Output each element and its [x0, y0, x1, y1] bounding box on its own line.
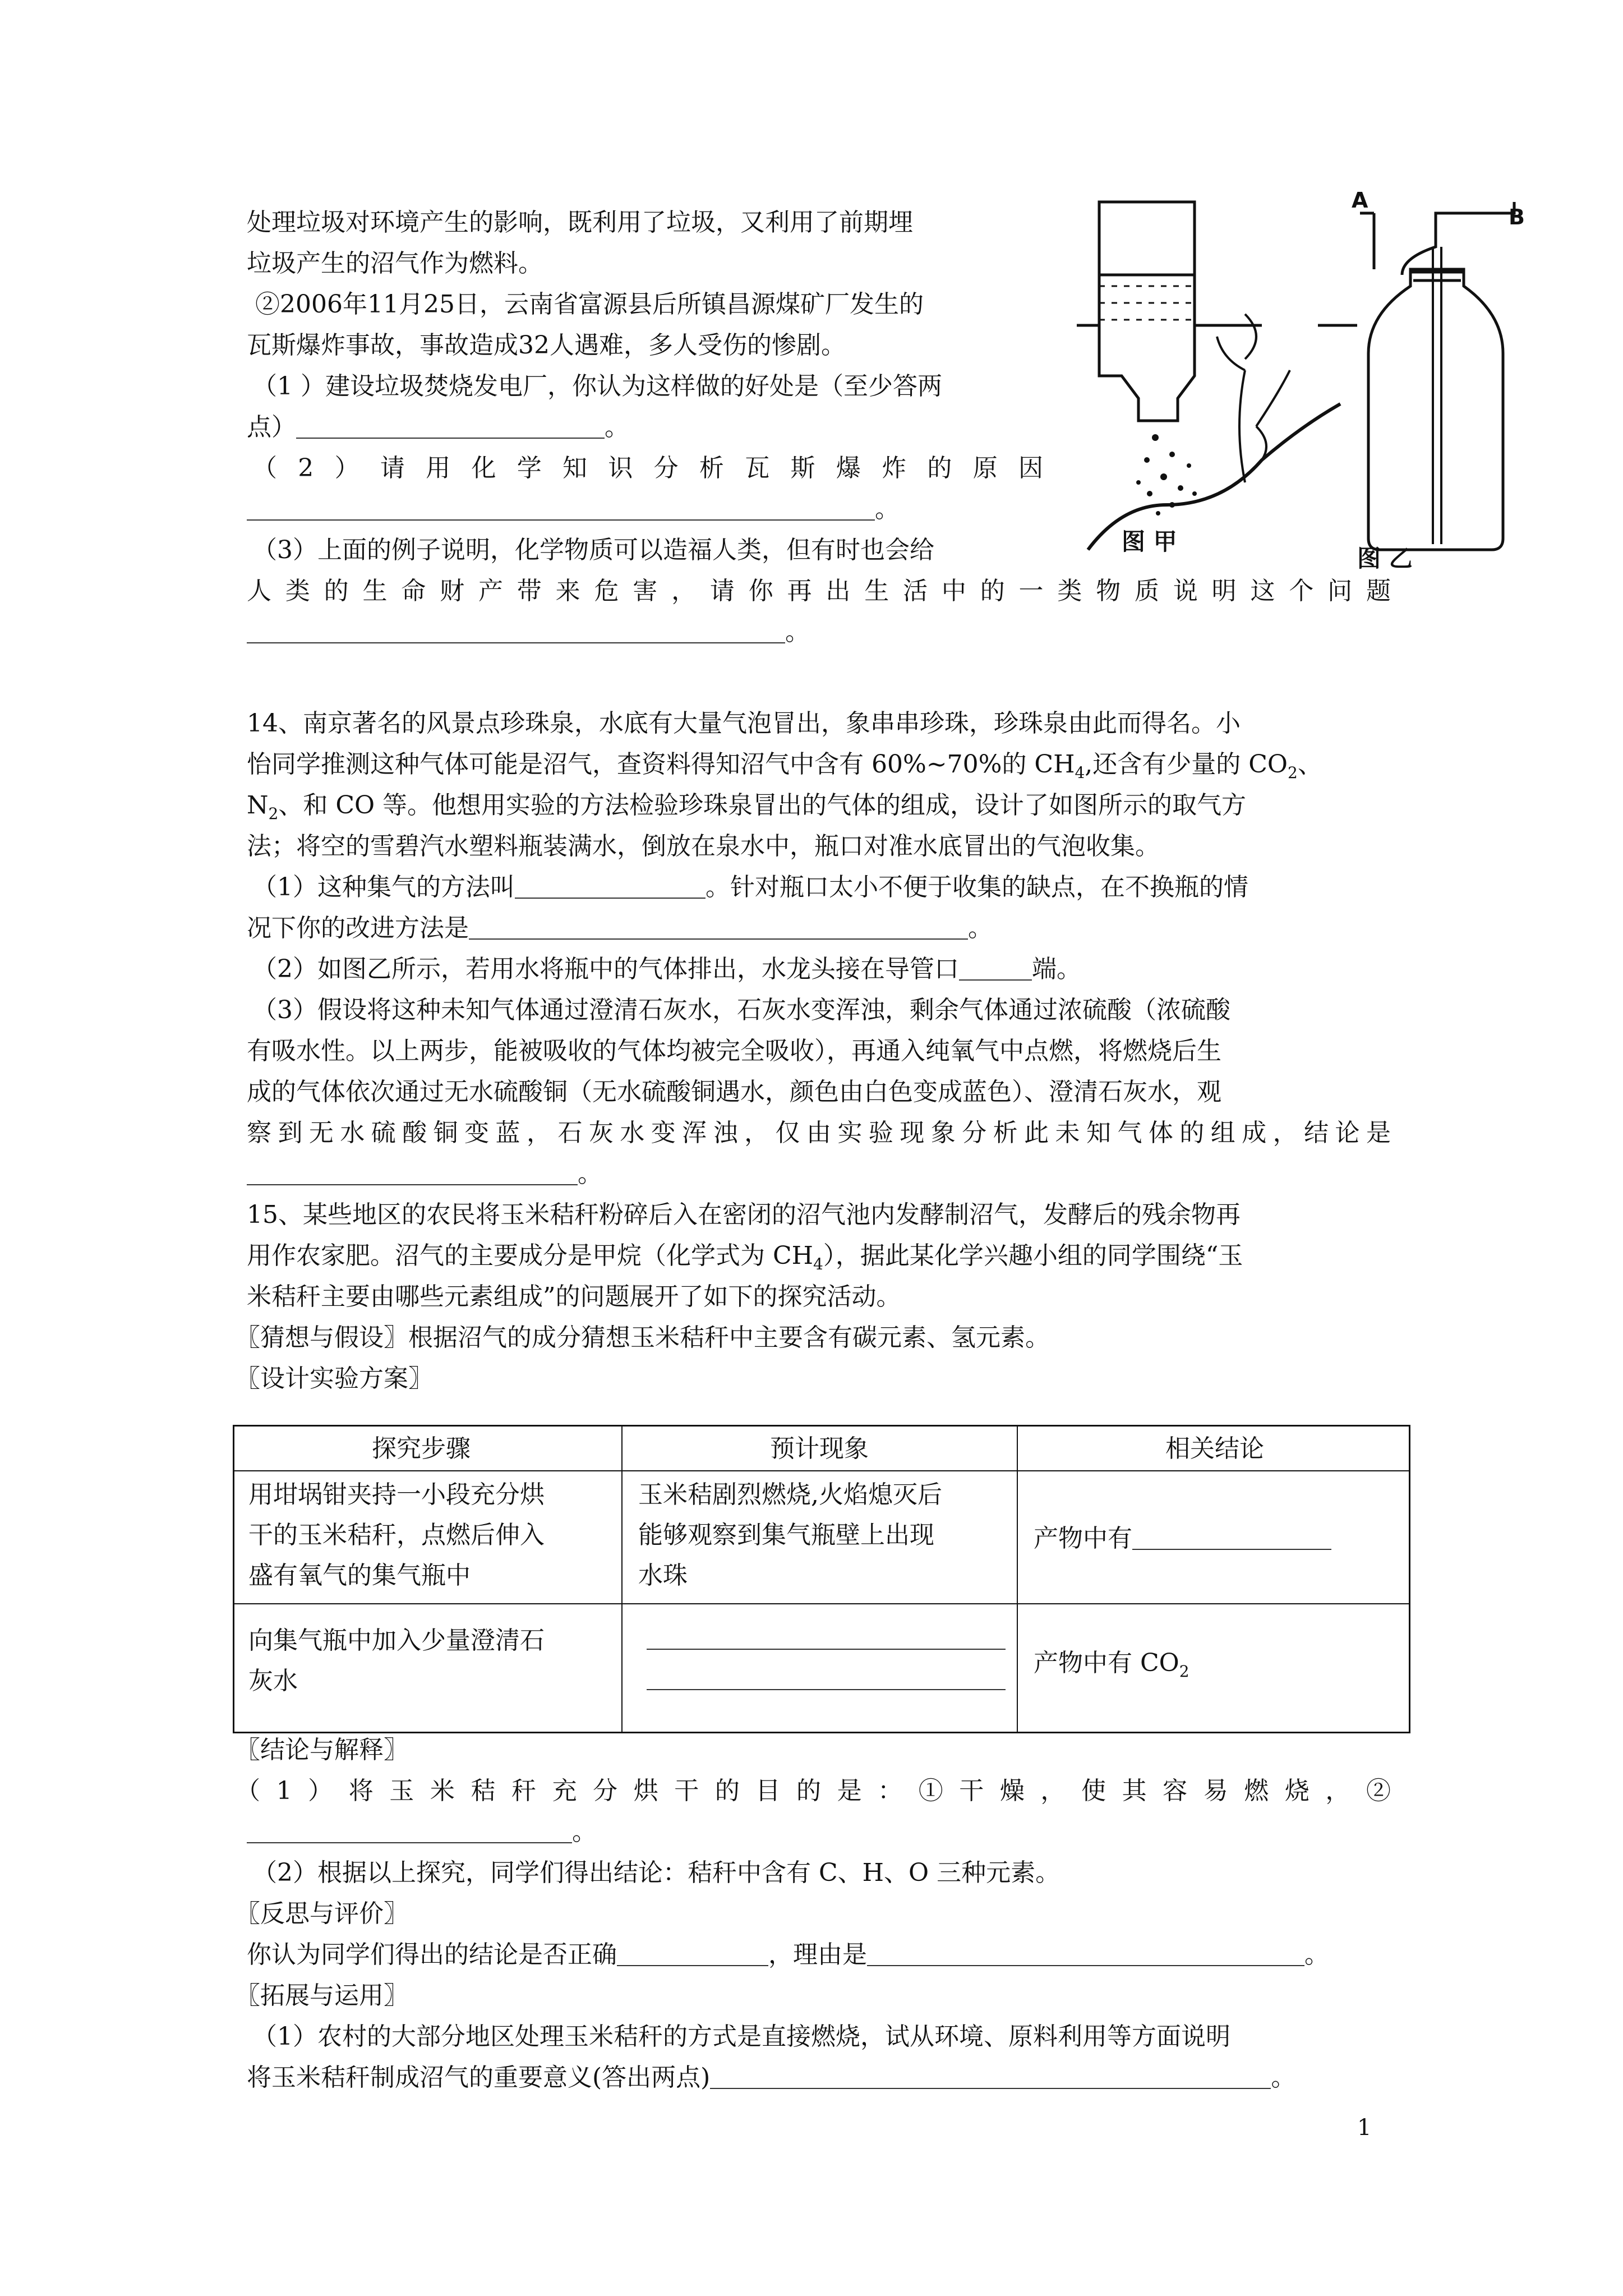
question-line: （3）上面的例子说明，化学物质可以造福人类，但有时也会给: [252, 536, 934, 564]
table-header: 探究步骤: [372, 1434, 471, 1463]
text: 产物中有 CO: [1034, 1649, 1179, 1677]
question-14-line: 察到无水硫酸铜变蓝，石灰水变浑浊，仅由实验现象分析此未知气体的组成，结论是: [247, 1119, 1391, 1147]
question-14-line: [247, 793, 1402, 822]
page-number: 1: [1357, 2115, 1372, 2141]
question-15-line: [247, 1820, 1402, 1844]
table-cell: 能够观察到集气瓶壁上出现: [638, 1521, 934, 1549]
figure-label-b: B: [1509, 205, 1525, 229]
figure-caption-yi: 图 乙: [1357, 545, 1413, 572]
answer-blank[interactable]: [617, 1945, 768, 1966]
text: N: [247, 791, 269, 820]
text: ），据此某化学兴趣小组的同学围绕“玉: [823, 1241, 1243, 1270]
table-header: 相关结论: [1165, 1434, 1264, 1463]
text: 。针对瓶口太小不便于收集的缺点，在不换瓶的情: [706, 873, 1248, 901]
question-15-line: （1）农村的大部分地区处理玉米秸秆的方式是直接燃烧，试从环境、原料利用等方面说明: [252, 2022, 1230, 2051]
subscript: 2: [1179, 1662, 1189, 1681]
text: 怡同学推测这种气体可能是沼气，查资料得知沼气中含有 60%~70%的 CH: [247, 750, 1075, 779]
text-line: 处理垃圾对环境产生的影响，既利用了垃圾，又利用了前期埋: [247, 208, 913, 237]
text-line: 垃圾产生的沼气作为燃料。: [247, 249, 543, 278]
text: 点）: [247, 413, 296, 441]
question-14-line: 有吸水性。以上两步，能被吸收的气体均被完全吸收），再通入纯氧气中点燃，将燃烧后生: [247, 1037, 1221, 1065]
subscript: 2: [268, 804, 279, 823]
text: 、和 CO 等。他想用实验的方法检验珍珠泉冒出的气体的组成，设计了如图所示的取气方: [278, 791, 1247, 820]
table-cell: [1034, 1526, 1331, 1551]
answer-blank[interactable]: [710, 2068, 1271, 2089]
subscript: 2: [1288, 763, 1298, 782]
text: 。: [1271, 2063, 1296, 2092]
question-14-line: [247, 1159, 1402, 1188]
question-14-line: （3）假设将这种未知气体通过澄清石灰水，石灰水变浑浊，剩余气体通过浓硫酸（浓硫酸: [252, 996, 1230, 1024]
answer-blank[interactable]: [647, 1628, 1006, 1650]
answer-blank[interactable]: [247, 1164, 578, 1185]
section-heading: 〖猜想与假设〗根据沼气的成分猜想玉米秸秆中主要含有碳元素、氢元素。: [236, 1323, 1050, 1352]
question-line: 人类的生命财产带来危害，请你再出生活中的一类物质说明这个问题: [247, 577, 1391, 605]
text-line: 瓦斯爆炸事故，事故造成32人遇难，多人受伤的惨剧。: [247, 331, 846, 360]
text: 。: [572, 1818, 597, 1846]
text: 。: [1304, 1940, 1329, 1969]
question-14-line: [252, 957, 1408, 982]
table-cell: 水珠: [638, 1561, 688, 1590]
table-divider: [234, 1603, 1409, 1604]
text: （2）如图乙所示，若用水将瓶中的气体排出，水龙头接在导管口: [252, 955, 959, 983]
table-divider: [234, 1470, 1409, 1471]
text-line: ②2006年11月25日，云南省富源县后所镇昌源煤矿厂发生的: [255, 290, 924, 319]
table-divider: [1017, 1427, 1018, 1732]
text: 。: [875, 495, 900, 523]
answer-blank[interactable]: [296, 417, 605, 439]
section-heading: 〖设计实验方案〗: [236, 1364, 433, 1393]
question-15-line: （1）将玉米秸秆充分烘干的目的是：①干燥，使其容易燃烧，②: [236, 1777, 1391, 1805]
text: 。: [785, 618, 810, 646]
answer-blank[interactable]: [1132, 1529, 1331, 1550]
question-14-line: [252, 875, 1408, 900]
question-15-line: （2）根据以上探究，同学们得出结论：秸秆中含有 C、H、O 三种元素。: [252, 1858, 1061, 1887]
section-heading: 〖反思与评价〗: [236, 1899, 408, 1928]
text: 用作农家肥。沼气的主要成分是甲烷（化学式为 CH: [247, 1241, 814, 1270]
question-line: [247, 620, 1402, 645]
text: 。: [578, 1159, 602, 1188]
question-15-line: [247, 1940, 1402, 1969]
question-14-line: 成的气体依次通过无水硫酸铜（无水硫酸铜遇水，颜色由白色变成蓝色）、澄清石灰水，观: [247, 1078, 1221, 1106]
text: 。: [968, 914, 993, 942]
section-heading: 〖拓展与运用〗: [236, 1981, 408, 2010]
answer-blank[interactable]: [247, 622, 785, 643]
figure-yi-bottle: [1360, 202, 1514, 550]
question-14-line: 法；将空的雪碧汽水塑料瓶装满水，倒放在泉水中，瓶口对准水底冒出的气泡收集。: [247, 832, 1160, 861]
text: 你认为同学们得出的结论是否正确: [247, 1940, 617, 1969]
experiment-table: [233, 1425, 1410, 1733]
text: 产物中有: [1034, 1524, 1132, 1553]
question-line: （2）请用化学知识分析瓦斯爆炸的原因: [252, 454, 1043, 482]
answer-blank[interactable]: [469, 918, 968, 940]
table-cell: 用坩埚钳夹持一小段充分烘: [248, 1480, 545, 1509]
answer-blank[interactable]: [247, 499, 875, 521]
answer-blank[interactable]: [247, 1822, 572, 1843]
table-cell: 盛有氧气的集气瓶中: [248, 1561, 471, 1590]
text: ，理由是: [768, 1940, 867, 1969]
table-header: 预计现象: [770, 1434, 869, 1463]
question-15-line: [247, 2065, 1402, 2090]
question-line: （1 ）建设垃圾焚烧发电厂，你认为这样做的好处是（至少答两: [252, 372, 942, 401]
table-divider: [621, 1427, 623, 1732]
text: 、: [1297, 750, 1322, 779]
question-15-line: 15、某些地区的农民将玉米秸秆粉碎后入在密闭的沼气池内发酵制沼气，发酵后的残余物再: [247, 1200, 1241, 1229]
figure-jia-bottle: [1077, 202, 1357, 550]
answer-blank[interactable]: [959, 959, 1032, 981]
question-14-line: [247, 752, 1402, 781]
text: 将玉米秸秆制成沼气的重要意义(答出两点): [247, 2063, 711, 2092]
table-cell: 向集气瓶中加入少量澄清石: [248, 1626, 545, 1655]
subscript: 4: [1075, 763, 1085, 782]
figure-label-a: A: [1352, 191, 1368, 213]
table-cell: 干的玉米秸秆，点燃后伸入: [248, 1521, 545, 1549]
text: ,还含有少量的 CO: [1085, 750, 1288, 779]
table-cell: [1034, 1651, 1189, 1680]
question-14-line: 14、南京著名的风景点珍珠泉，水底有大量气泡冒出，象串串珍珠，珍珠泉由此而得名。小: [247, 709, 1241, 738]
text: （1）这种集气的方法叫: [252, 873, 515, 901]
answer-blank[interactable]: [867, 1945, 1304, 1966]
subscript: 4: [813, 1255, 823, 1273]
question-15-line: [247, 1241, 1402, 1273]
apparatus-figure: [1077, 191, 1525, 572]
text: 。: [605, 413, 629, 441]
section-heading: 〖结论与解释〗: [236, 1736, 408, 1764]
table-cell: 玉米秸剧烈燃烧,火焰熄灭后: [638, 1480, 942, 1509]
text: 况下你的改进方法是: [247, 914, 469, 942]
answer-blank[interactable]: [647, 1669, 1006, 1690]
answer-blank[interactable]: [515, 877, 706, 899]
table-cell: 灰水: [248, 1667, 298, 1695]
question-14-line: [247, 916, 1402, 941]
figure-caption-jia: 图 甲: [1122, 528, 1177, 555]
text: 端。: [1032, 955, 1081, 983]
question-15-line: 米秸秆主要由哪些元素组成”的问题展开了如下的探究活动。: [247, 1282, 901, 1311]
